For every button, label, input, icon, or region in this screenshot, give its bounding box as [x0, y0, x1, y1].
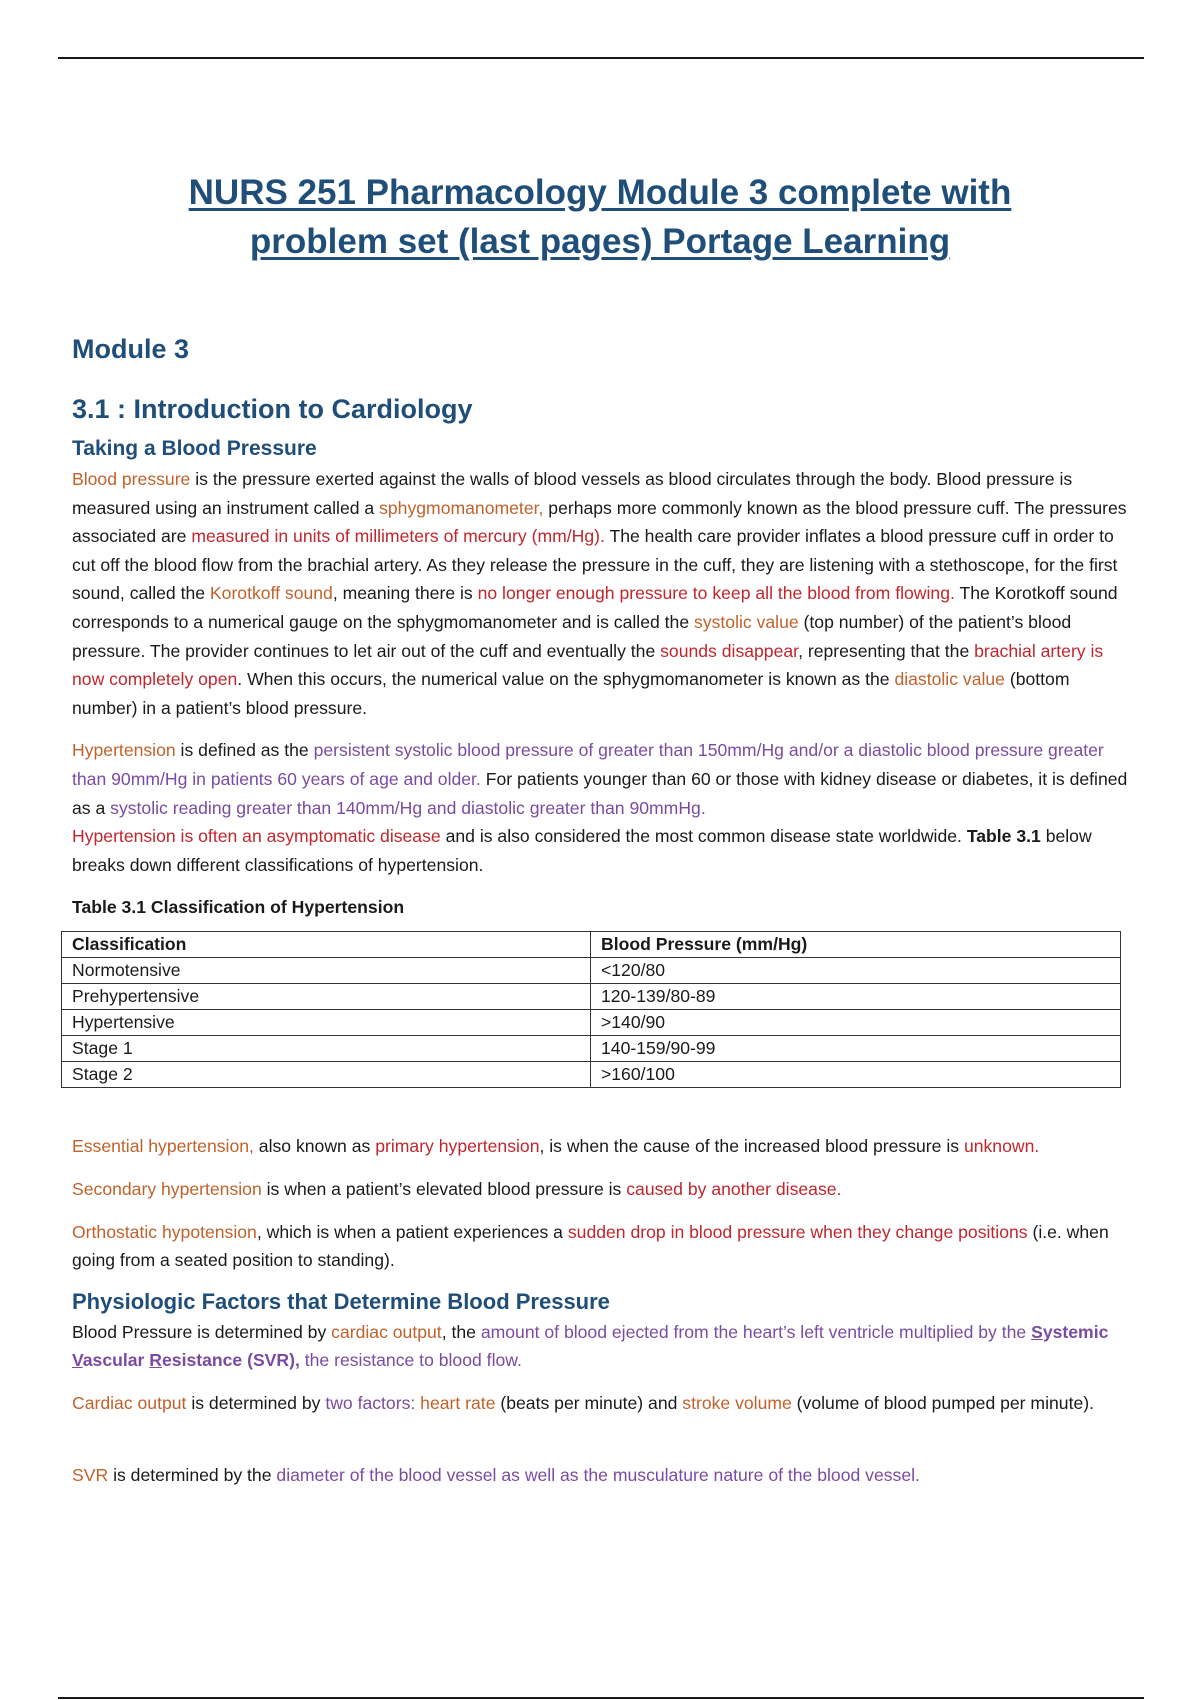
table-row [62, 1010, 1121, 1036]
text: is the pressure exerted against the walls of blood vessels as blood circulates through the body. Blood pressure is measured using an instrument called a [72, 469, 1073, 518]
table-row [62, 1036, 1121, 1062]
svr-text: ascular [82, 1350, 150, 1371]
term-hypertension: Hypertension [72, 740, 176, 761]
highlight-asymptomatic: Hypertension is often an asymptomatic disease [72, 826, 441, 847]
table-cell: >140/90 [591, 1010, 1121, 1036]
svr-text: ystemic [1042, 1321, 1109, 1342]
paragraph-svr [72, 1461, 1128, 1490]
document-title-line-1: NURS 251 Pharmacology Module 3 complete with [188, 173, 1012, 212]
svr-letter-v: V [72, 1350, 83, 1371]
text: (beats per minute) and [495, 1392, 683, 1413]
table-caption: Table 3.1 Classification of Hypertension [72, 897, 405, 918]
text: , the [441, 1321, 481, 1342]
table-header-row [62, 932, 1121, 958]
table-cell: 120-139/80-89 [591, 984, 1121, 1010]
highlight-caused-by-another-disease: caused by another disease. [626, 1178, 842, 1199]
hypertension-classification-table [61, 931, 1121, 1088]
text: is determined by [186, 1392, 326, 1413]
subheading-physiologic-factors: Physiologic Factors that Determine Blood Pressure [72, 1288, 610, 1314]
paragraph-hypertension [72, 736, 1128, 879]
text: The Korotkoff sound corresponds to a numerical gauge on the sphygmomanometer and is called the [72, 583, 1118, 632]
text: Blood Pressure is determined by [72, 1321, 332, 1342]
page-content [72, 168, 1128, 1490]
paragraph-blood-pressure [72, 465, 1128, 722]
table-header-cell: Blood Pressure (mm/Hg) [591, 932, 1121, 958]
table-cell: Stage 1 [62, 1036, 591, 1062]
highlight-two-factors: two factors: [325, 1392, 416, 1413]
highlight-diameter: diameter of the blood vessel as well as the musculature nature of the blood vessel. [276, 1465, 920, 1486]
highlight-amount-of-blood: amount of blood ejected from the heart’s left ventricle multiplied by the [480, 1321, 1032, 1342]
table-cell: Hypertensive [62, 1010, 591, 1036]
highlight-resistance: the resistance to blood flow. [299, 1350, 522, 1371]
table-cell: Stage 2 [62, 1062, 591, 1088]
table-cell: Prehypertensive [62, 984, 591, 1010]
text: The health care provider inflates a blood pressure cuff in order to cut off the blood flow from the brachial artery. As they release the pressure in the cuff, they are listening with a stethoscope, for the first sound, called the [72, 526, 1118, 604]
term-svr: SVR [72, 1465, 109, 1486]
module-heading: Module 3 [72, 334, 190, 364]
document-title-line-2: problem set (last pages) Portage Learning [249, 222, 951, 261]
text: (volume of blood pumped per minute). [791, 1392, 1094, 1413]
text: . When this occurs, the numerical value on the sphygmomanometer is known as the [237, 669, 895, 690]
highlight-sounds-disappear: sounds disappear [660, 640, 799, 661]
svr-text: esistance (SVR), [162, 1350, 300, 1371]
term-diastolic-value: diastolic value [894, 669, 1005, 690]
document-title [72, 168, 1128, 266]
table-row [62, 984, 1121, 1010]
highlight-younger-definition: systolic reading greater than 140mm/Hg and diastolic greater than 90mmHg. [110, 797, 706, 818]
paragraph-secondary-hypertension [72, 1175, 1128, 1204]
highlight-unknown: unknown. [963, 1136, 1040, 1157]
text: , meaning there is [332, 583, 478, 604]
term-cardiac-output: Cardiac output [72, 1392, 187, 1413]
section-heading: 3.1 : Introduction to Cardiology [72, 394, 473, 424]
svr-letter-s: S [1031, 1321, 1043, 1342]
table-cell: <120/80 [591, 958, 1121, 984]
top-rule [58, 57, 1144, 59]
paragraph-cardiac-output [72, 1389, 1128, 1418]
text: below breaks down different classifications of hypertension. [72, 826, 1092, 875]
term-blood-pressure: Blood pressure [72, 469, 191, 489]
term-systolic-value: systolic value [694, 611, 799, 632]
table-row [62, 1062, 1121, 1088]
text: , which is when a patient experiences a [256, 1221, 568, 1242]
term-korotkoff-sound: Korotkoff sound [209, 583, 333, 604]
highlight-hypertension-definition: persistent systolic blood pressure of greater than 150mm/Hg and/or a diastolic blood pressure greater than 90mm/Hg in patients 60 years of age and older. [72, 740, 1104, 789]
text: (i.e. when going from a seated position to standing). [72, 1221, 1109, 1271]
highlight-brachial-artery-open: brachial artery is now completely open [72, 640, 1104, 690]
term-sphygmomanometer: sphygmomanometer, [379, 497, 544, 518]
table-cell: Normotensive [62, 958, 591, 984]
subheading-taking-blood-pressure: Taking a Blood Pressure [72, 437, 317, 460]
text: For patients younger than 60 or those with kidney disease or diabetes, it is defined as a [72, 768, 1128, 818]
text: is determined by the [108, 1465, 277, 1486]
text: is when a patient’s elevated blood pressure is [261, 1178, 627, 1199]
term-heart-rate: heart rate [420, 1392, 496, 1413]
text: perhaps more commonly known as the blood pressure cuff. The pressures associated are [72, 497, 1127, 547]
table-header-cell: Classification [62, 932, 591, 958]
text: is defined as the [175, 740, 314, 761]
term-cardiac-output: cardiac output [331, 1321, 442, 1342]
term-stroke-volume: stroke volume [682, 1392, 792, 1413]
text: (top number) of the patient’s blood pressure. The provider continues to let air out of the cuff and eventually the [72, 611, 1072, 661]
text: (bottom number) in a patient’s blood pressure. [72, 669, 1070, 718]
text: , is when the cause of the increased blood pressure is [539, 1136, 964, 1157]
text: and is also considered the most common disease state worldwide. [440, 826, 967, 847]
table-row [62, 958, 1121, 984]
highlight-sudden-drop: sudden drop in blood pressure when they change positions [567, 1221, 1028, 1242]
term-secondary-hypertension: Secondary hypertension [72, 1178, 262, 1199]
paragraph-essential-hypertension [72, 1132, 1128, 1161]
paragraph-orthostatic-hypotension [72, 1218, 1128, 1275]
highlight-no-longer-enough-pressure: no longer enough pressure to keep all the blood from flowing. [477, 583, 955, 604]
svr-letter-r: R [149, 1350, 162, 1371]
bottom-rule [58, 1697, 1144, 1699]
term-orthostatic-hypotension: Orthostatic hypotension [72, 1221, 257, 1242]
term-essential-hypertension: Essential hypertension, [72, 1136, 254, 1157]
term-primary-hypertension: primary hypertension [375, 1136, 540, 1157]
table-reference: Table 3.1 [966, 826, 1041, 847]
text: , representing that the [798, 640, 975, 661]
paragraph-determinants [72, 1318, 1128, 1375]
table-cell: >160/100 [591, 1062, 1121, 1088]
text: also known as [253, 1136, 376, 1157]
table-cell: 140-159/90-99 [591, 1036, 1121, 1062]
highlight-units: measured in units of millimeters of mercury (mm/Hg). [191, 526, 605, 547]
